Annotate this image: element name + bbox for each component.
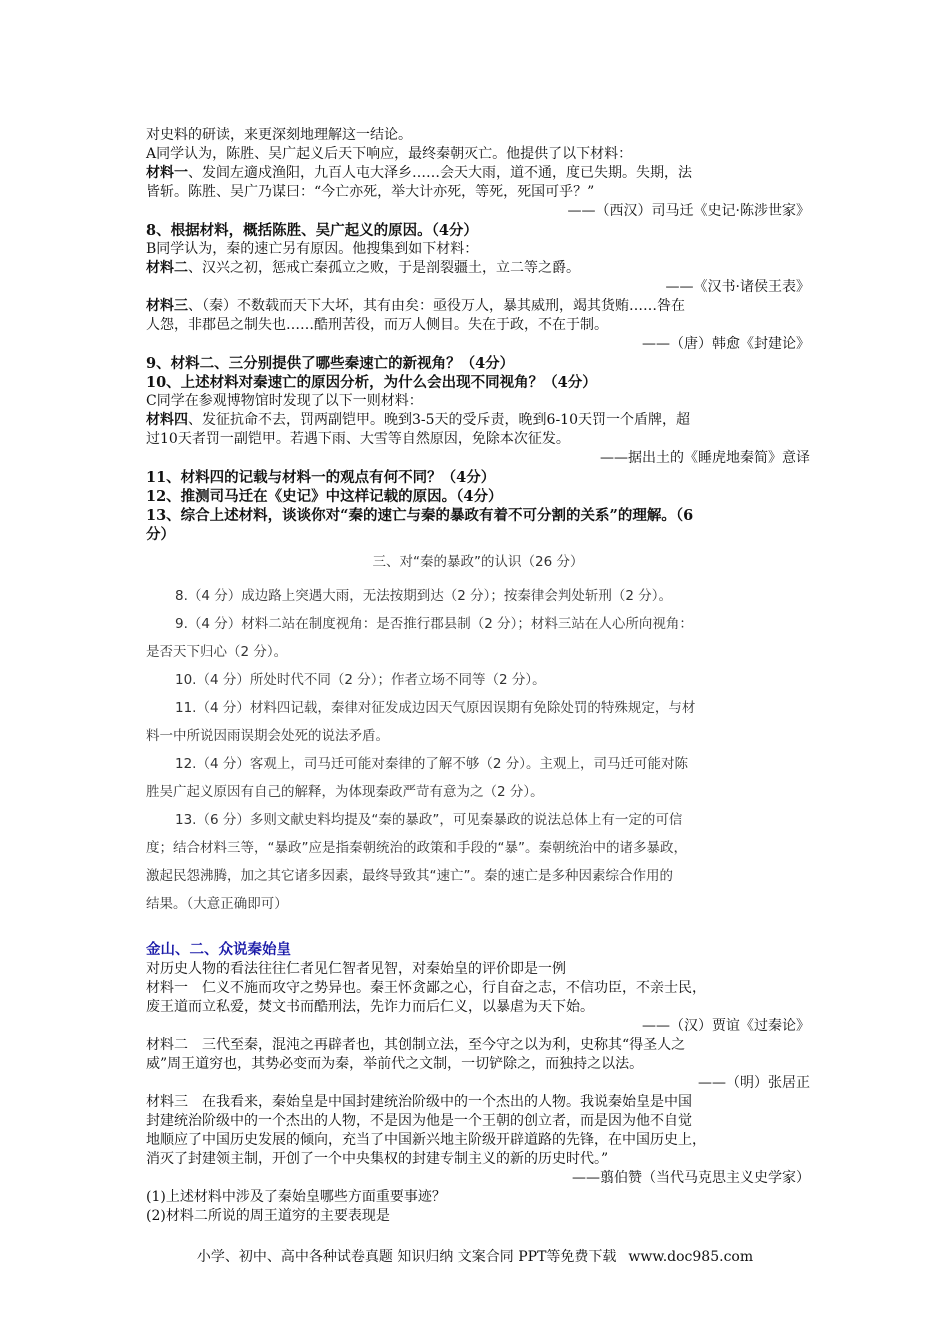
answer-12-line1: 12.（4 分）客观上，司马迁可能对秦律的了解不够（2 分）。主观上，司马迁可能对陈 <box>175 756 688 772</box>
material-2-text: 、汉兴之初，惩戒亡秦孤立之败，于是剖裂疆土，立二等之爵。 <box>188 260 580 276</box>
question-13-line2: 分） <box>146 526 175 543</box>
document-page <box>146 126 810 1226</box>
material-4-line2: 过10天者罚一副铠甲。若遇下雨、大雪等自然原因，免除本次征发。 <box>146 431 570 447</box>
material-1-line1: 、发闾左適戍渔阳，九百人屯大泽乡……会天大雨，道不通，度已失期。失期，法 <box>188 165 692 181</box>
answer-13-line1: 13.（6 分）多则文献史料均提及“秦的暴政”，可见秦暴政的说法总体上有一定的可信 <box>175 812 683 828</box>
answer-13-line4: 结果。（大意正确即可） <box>146 896 288 912</box>
footer-text: 小学、初中、高中各种试卷真题 知识归纳 文案合同 PPT等免费下载 <box>196 1249 617 1265</box>
footer-url[interactable]: www.doc985.com <box>628 1249 754 1265</box>
intro-line: 对史料的研读，来更深刻地理解这一结论。 <box>146 127 412 143</box>
s2-material-2-line1: 材料二 三代至秦，混沌之再辟者也，其创制立法，至今守之以为利，史称其“得圣人之 <box>146 1037 686 1053</box>
s2-material-2-line2: 威”周王道穷也，其势必变而为秦，举前代之文制，一切铲除之，而独持之以法。 <box>146 1056 644 1072</box>
material-2-source: ——《汉书·诸侯王表》 <box>665 279 810 295</box>
question-8: 8、根据材料，概括陈胜、吴广起义的原因。（4分） <box>146 222 478 239</box>
material-3-line1: 、（秦）不数载而天下大坏，其有由矣：亟役万人，暴其威刑，竭其货贿……咎在 <box>188 298 685 314</box>
material-4 <box>146 411 810 430</box>
material-3-source: ——（唐）韩愈《封建论》 <box>642 336 810 352</box>
question-12: 12、推测司马迁在《史记》中这样记载的原因。（4分） <box>146 488 503 505</box>
answer-13-line3: 激起民怨沸腾，加之其它诸多因素，最终导致其“速亡”。秦的速亡是多种因素综合作用的 <box>146 868 673 884</box>
answer-9-line2: 是否天下归心（2 分）。 <box>146 644 288 660</box>
s2-material-3-line1: 材料三 在我看来，秦始皇是中国封建统治阶级中的一个杰出的人物。我说秦始皇是中国 <box>146 1094 692 1110</box>
a-student-intro: A同学认为，陈胜、吴广起义后天下响应，最终秦朝灭亡。他提供了以下材料： <box>146 146 633 162</box>
answer-block <box>146 550 810 918</box>
material-1-line2: 皆斩。陈胜、吴广乃谋曰：“今亡亦死，举大计亦死，等死，死国可乎？” <box>146 184 595 200</box>
material-1-label: 材料一 <box>146 165 188 181</box>
s2-material-1-line1: 材料一 仁义不施而攻守之势异也。秦王怀贪鄙之心，行自奋之志，不信功臣，不亲士民， <box>146 980 706 996</box>
material-3-line2: 人怨，非郡邑之制失也……酷刑苦役，而万人侧目。失在于政，不在于制。 <box>146 317 608 333</box>
answer-12-line2: 胜吴广起义原因有自己的解释，为体现秦政严苛有意为之（2 分）。 <box>146 784 544 800</box>
s2-material-3-line4: 消灭了封建领主制，开创了一个中央集权的封建专制主义的新的历史时代。” <box>146 1151 609 1167</box>
question-9: 9、材料二、三分别提供了哪些秦速亡的新视角？（4分） <box>146 355 515 372</box>
s2-material-1-line2: 废王道而立私爱，焚文书而酷刑法，先诈力而后仁义，以暴虐为天下始。 <box>146 999 594 1015</box>
s2-material-2-source: ——（明）张居正 <box>698 1075 810 1091</box>
s2-question-2: (2)材料二所说的周王道穷的主要表现是 <box>146 1208 390 1224</box>
s2-material-3-line2: 封建统治阶级中的一个杰出的人物，不是因为他是一个王朝的创立者，而是因为他不自觉 <box>146 1113 692 1129</box>
section-2-intro: 对历史人物的看法往往仁者见仁智者见智，对秦始皇的评价即是一例 <box>146 961 566 977</box>
material-3 <box>146 297 810 316</box>
material-4-line1: 、发征抗命不去，罚两副铠甲。晚到3-5天的受斥责，晚到6-10天罚一个盾牌，超 <box>188 412 690 428</box>
answer-13-line2: 度；结合材料三等，“暴政”应是指秦朝统治的政策和手段的“暴”。秦朝统治中的诸多暴政， <box>146 840 687 856</box>
s2-material-3-source: ——翦伯赞（当代马克思主义史学家） <box>572 1170 810 1186</box>
page-footer <box>0 1246 950 1266</box>
material-1 <box>146 164 810 183</box>
material-4-source: ——据出土的《睡虎地秦简》意译 <box>600 450 810 466</box>
answer-title: 三、对“秦的暴政”的认识（26 分） <box>372 554 584 570</box>
material-3-label: 材料三 <box>146 298 188 314</box>
s2-material-1-source: ——（汉）贾谊《过秦论》 <box>642 1018 810 1034</box>
c-student-intro: C同学在参观博物馆时发现了以下一则材料： <box>146 393 423 409</box>
material-2 <box>146 259 810 278</box>
question-13-line1: 13、综合上述材料，谈谈你对“秦的速亡与秦的暴政有着不可分割的关系”的理解。（6 <box>146 507 694 524</box>
question-11: 11、材料四的记载与材料一的观点有何不同？（4分） <box>146 469 496 486</box>
material-2-label: 材料二 <box>146 260 188 276</box>
section-2-title: 金山、二、众说秦始皇 <box>146 941 291 958</box>
answer-11-line1: 11.（4 分）材料四记载，秦律对征发成边因天气原因误期有免除处罚的特殊规定，与材 <box>175 700 696 716</box>
s2-question-1: (1)上述材料中涉及了秦始皇哪些方面重要事迹？ <box>146 1189 446 1205</box>
material-4-label: 材料四 <box>146 412 188 428</box>
answer-9-line1: 9.（4 分）材料二站在制度视角：是否推行郡县制（2 分）；材料三站在人心所向视角： <box>175 616 693 632</box>
answer-11-line2: 料一中所说因雨误期会处死的说法矛盾。 <box>146 728 389 744</box>
question-10: 10、上述材料对秦速亡的原因分析，为什么会出现不同视角？（4分） <box>146 374 597 391</box>
s2-material-3-line3: 地顺应了中国历史发展的倾向，充当了中国新兴地主阶级开辟道路的先锋，在中国历史上， <box>146 1132 706 1148</box>
b-student-intro: B同学认为，秦的速亡另有原因。他搜集到如下材料： <box>146 241 479 257</box>
answer-8: 8.（4 分）成边路上突遇大雨，无法按期到达（2 分）；按秦律会判处斩刑（2 分）。 <box>175 588 673 604</box>
answer-10: 10.（4 分）所处时代不同（2 分）；作者立场不同等（2 分）。 <box>175 672 546 688</box>
material-1-source: ——（西汉）司马迁《史记·陈涉世家》 <box>567 203 810 219</box>
